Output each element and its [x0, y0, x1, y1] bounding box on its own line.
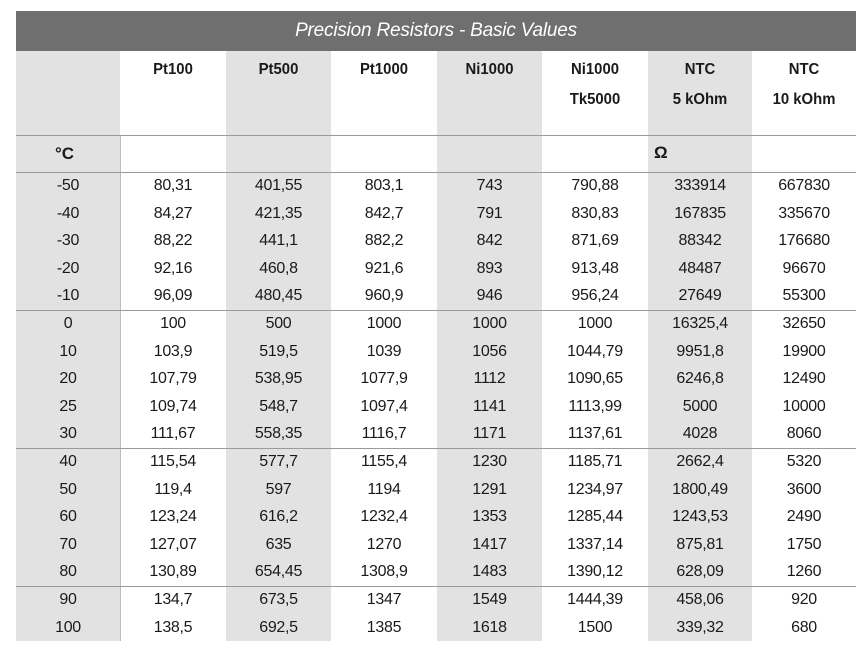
resistance-cell: 1090,65 [567, 370, 623, 387]
resistance-cell: 1347 [366, 591, 402, 608]
resistance-cell: 32650 [782, 315, 826, 332]
row-divider [16, 135, 856, 136]
resistance-cell: 628,09 [676, 563, 724, 580]
temperature-cell: 90 [59, 591, 77, 608]
resistance-cell: 871,69 [571, 232, 619, 249]
resistance-cell: 1056 [472, 342, 507, 360]
resistance-cell: 103,9 [153, 342, 193, 360]
resistance-cell: 1285,44 [567, 508, 623, 525]
resistance-cell: 109,74 [149, 397, 197, 415]
resistance-cell: 27649 [678, 287, 722, 304]
resistance-cell: 1260 [786, 563, 822, 580]
resistance-cell: 100 [160, 315, 186, 332]
resistance-cell: 1291 [472, 480, 507, 498]
resistance-cell: 519,5 [259, 342, 298, 360]
resistance-cell: 80,31 [153, 177, 193, 194]
resistance-cell: 921,6 [364, 259, 404, 277]
resistance-cell: 558,35 [254, 425, 303, 442]
resistance-cell: 1444,39 [567, 591, 623, 608]
resistance-cell: 5320 [786, 453, 822, 470]
column-header-line2: 10 kOhm [772, 91, 836, 108]
resistance-cell: 1500 [577, 618, 613, 636]
temperature-cell: -40 [56, 204, 80, 222]
resistance-cell: 88,22 [153, 232, 193, 249]
resistance-cell: 12490 [782, 370, 826, 387]
resistance-cell: 791 [476, 204, 503, 222]
resistance-cell: 333914 [674, 177, 726, 194]
temperature-cell: -30 [56, 232, 80, 249]
resistance-cell: 441,1 [259, 232, 298, 249]
resistance-cell: 635 [265, 535, 292, 553]
temperature-cell: 10 [59, 342, 77, 360]
temperature-cell: 25 [59, 397, 77, 415]
resistance-cell: 577,7 [259, 453, 298, 470]
resistance-cell: 421,35 [254, 204, 303, 222]
resistance-cell: 1044,79 [567, 342, 623, 360]
resistance-cell: 1116,7 [361, 425, 407, 442]
column-header-line1: NTC [788, 61, 820, 78]
column-header-line1: NTC [684, 61, 716, 78]
resistance-cell: 138,5 [153, 618, 193, 636]
resistance-cell: 1113,99 [568, 397, 622, 415]
resistance-cell: 6246,8 [676, 370, 724, 387]
resistance-cell: 1000 [577, 315, 613, 332]
temperature-cell: 60 [59, 508, 77, 525]
resistance-cell: 1385 [366, 618, 402, 636]
resistance-cell: 842 [476, 232, 503, 249]
resistance-cell: 96,09 [153, 287, 193, 304]
resistance-cell: 1171 [472, 425, 507, 442]
resistance-cell: 597 [265, 480, 292, 498]
resistance-cell: 5000 [682, 397, 718, 415]
resistance-cell: 1000 [472, 315, 507, 332]
resistance-cell: 616,2 [259, 508, 298, 525]
resistance-cell: 1137,61 [567, 425, 623, 442]
temperature-cell: 50 [59, 480, 77, 498]
resistance-cell: 913,48 [571, 259, 619, 277]
resistance-cell: 538,95 [254, 370, 303, 387]
resistance-cell: 1234,97 [567, 480, 623, 498]
temperature-cell: 80 [59, 563, 77, 580]
resistance-cell: 1000 [366, 315, 402, 332]
temperature-cell: 70 [59, 535, 77, 553]
resistance-cell: 3600 [786, 480, 822, 498]
resistance-cell: 1483 [472, 563, 507, 580]
column-header-line2: 5 kOhm [672, 91, 728, 108]
temperature-cell: 0 [63, 315, 73, 332]
resistance-cell: 548,7 [259, 397, 298, 415]
resistance-cell: 654,45 [254, 563, 303, 580]
resistance-cell: 803,1 [364, 177, 404, 194]
resistance-cell: 92,16 [153, 259, 193, 277]
resistance-cell: 1194 [367, 480, 401, 498]
resistance-cell: 1230 [472, 453, 507, 470]
resistance-cell: 4028 [682, 425, 718, 442]
resistance-cell: 123,24 [149, 508, 197, 525]
temperature-cell: -20 [56, 259, 80, 277]
resistance-cell: 1039 [366, 342, 402, 360]
resistance-cell: 500 [265, 315, 292, 332]
temperature-cell: 30 [59, 425, 77, 442]
resistance-cell: 401,55 [254, 177, 303, 194]
resistance-cell: 667830 [778, 177, 830, 194]
resistance-cell: 875,81 [676, 535, 724, 553]
resistance-cell: 956,24 [571, 287, 619, 304]
resistance-cell: 946 [476, 287, 503, 304]
unit-resistance-label: Ω [654, 143, 668, 162]
resistance-cell: 9951,8 [676, 342, 724, 360]
resistance-cell: 1417 [472, 535, 507, 553]
column-header-line1: Ni1000 [571, 61, 619, 78]
unit-temperature-label: °C [55, 144, 75, 163]
resistance-cell: 893 [476, 259, 503, 277]
resistance-cell: 2490 [786, 508, 822, 525]
resistance-cell: 2662,4 [676, 453, 724, 470]
resistance-cell: 673,5 [259, 591, 298, 608]
resistance-cell: 790,88 [571, 177, 619, 194]
temperature-cell: 100 [55, 618, 81, 636]
resistance-cell: 460,8 [259, 259, 298, 277]
resistance-cell: 842,7 [364, 204, 404, 222]
resistance-cell: 8060 [786, 425, 822, 442]
resistance-cell: 680 [791, 618, 817, 636]
resistance-cell: 167835 [674, 204, 726, 222]
resistance-cell: 107,79 [149, 370, 197, 387]
resistance-cell: 1141 [472, 397, 507, 415]
resistance-cell: 55300 [782, 287, 826, 304]
table-title: Precision Resistors - Basic Values [16, 11, 856, 51]
resistance-cell: 10000 [782, 397, 826, 415]
resistance-cell: 882,2 [364, 232, 404, 249]
temperature-cell: -10 [56, 287, 80, 304]
resistance-cell: 692,5 [259, 618, 298, 636]
temperature-cell: 40 [59, 453, 77, 470]
column-header-line1: Pt500 [258, 61, 299, 78]
resistance-cell: 48487 [678, 259, 722, 277]
resistance-cell: 115,54 [150, 453, 196, 470]
resistance-cell: 134,7 [153, 591, 193, 608]
resistance-cell: 960,9 [364, 287, 404, 304]
resistance-cell: 1308,9 [360, 563, 408, 580]
resistance-cell: 119,4 [154, 480, 192, 498]
resistance-cell: 1097,4 [360, 397, 408, 415]
resistance-cell: 830,83 [571, 204, 619, 222]
resistance-cell: 16325,4 [672, 315, 728, 332]
resistance-cell: 1243,53 [672, 508, 728, 525]
resistance-cell: 1270 [366, 535, 402, 553]
resistance-cell: 1185,71 [567, 453, 623, 470]
resistance-cell: 111,67 [150, 425, 196, 442]
column-header-line1: Pt1000 [360, 61, 408, 78]
column-header-line1: Ni1000 [465, 61, 514, 78]
resistance-cell: 19900 [782, 342, 826, 360]
resistance-cell: 1232,4 [360, 508, 408, 525]
resistance-cell: 1112 [473, 370, 506, 387]
temperature-cell: -50 [56, 177, 80, 194]
resistance-cell: 743 [476, 177, 503, 194]
resistance-cell: 480,45 [254, 287, 303, 304]
resistance-cell: 84,27 [153, 204, 193, 222]
resistance-cell: 1390,12 [567, 563, 623, 580]
column-header-line1: Pt100 [153, 61, 193, 78]
resistance-cell: 1155,4 [361, 453, 407, 470]
resistance-cell: 96670 [782, 259, 826, 277]
resistance-cell: 1800,49 [672, 480, 728, 498]
resistance-cell: 1337,14 [567, 535, 623, 553]
resistance-cell: 1549 [472, 591, 507, 608]
resistance-cell: 176680 [778, 232, 830, 249]
resistance-cell: 127,07 [149, 535, 197, 553]
resistance-cell: 920 [791, 591, 817, 608]
resistance-cell: 339,32 [676, 618, 724, 636]
resistance-cell: 88342 [678, 232, 722, 249]
resistance-cell: 1618 [472, 618, 507, 636]
resistance-cell: 1750 [786, 535, 822, 553]
temperature-cell: 20 [59, 370, 77, 387]
resistance-cell: 1353 [472, 508, 507, 525]
resistance-cell: 130,89 [149, 563, 197, 580]
resistance-cell: 458,06 [676, 591, 724, 608]
resistance-cell: 335670 [778, 204, 830, 222]
resistance-cell: 1077,9 [360, 370, 408, 387]
column-header-line2: Tk5000 [569, 91, 621, 108]
